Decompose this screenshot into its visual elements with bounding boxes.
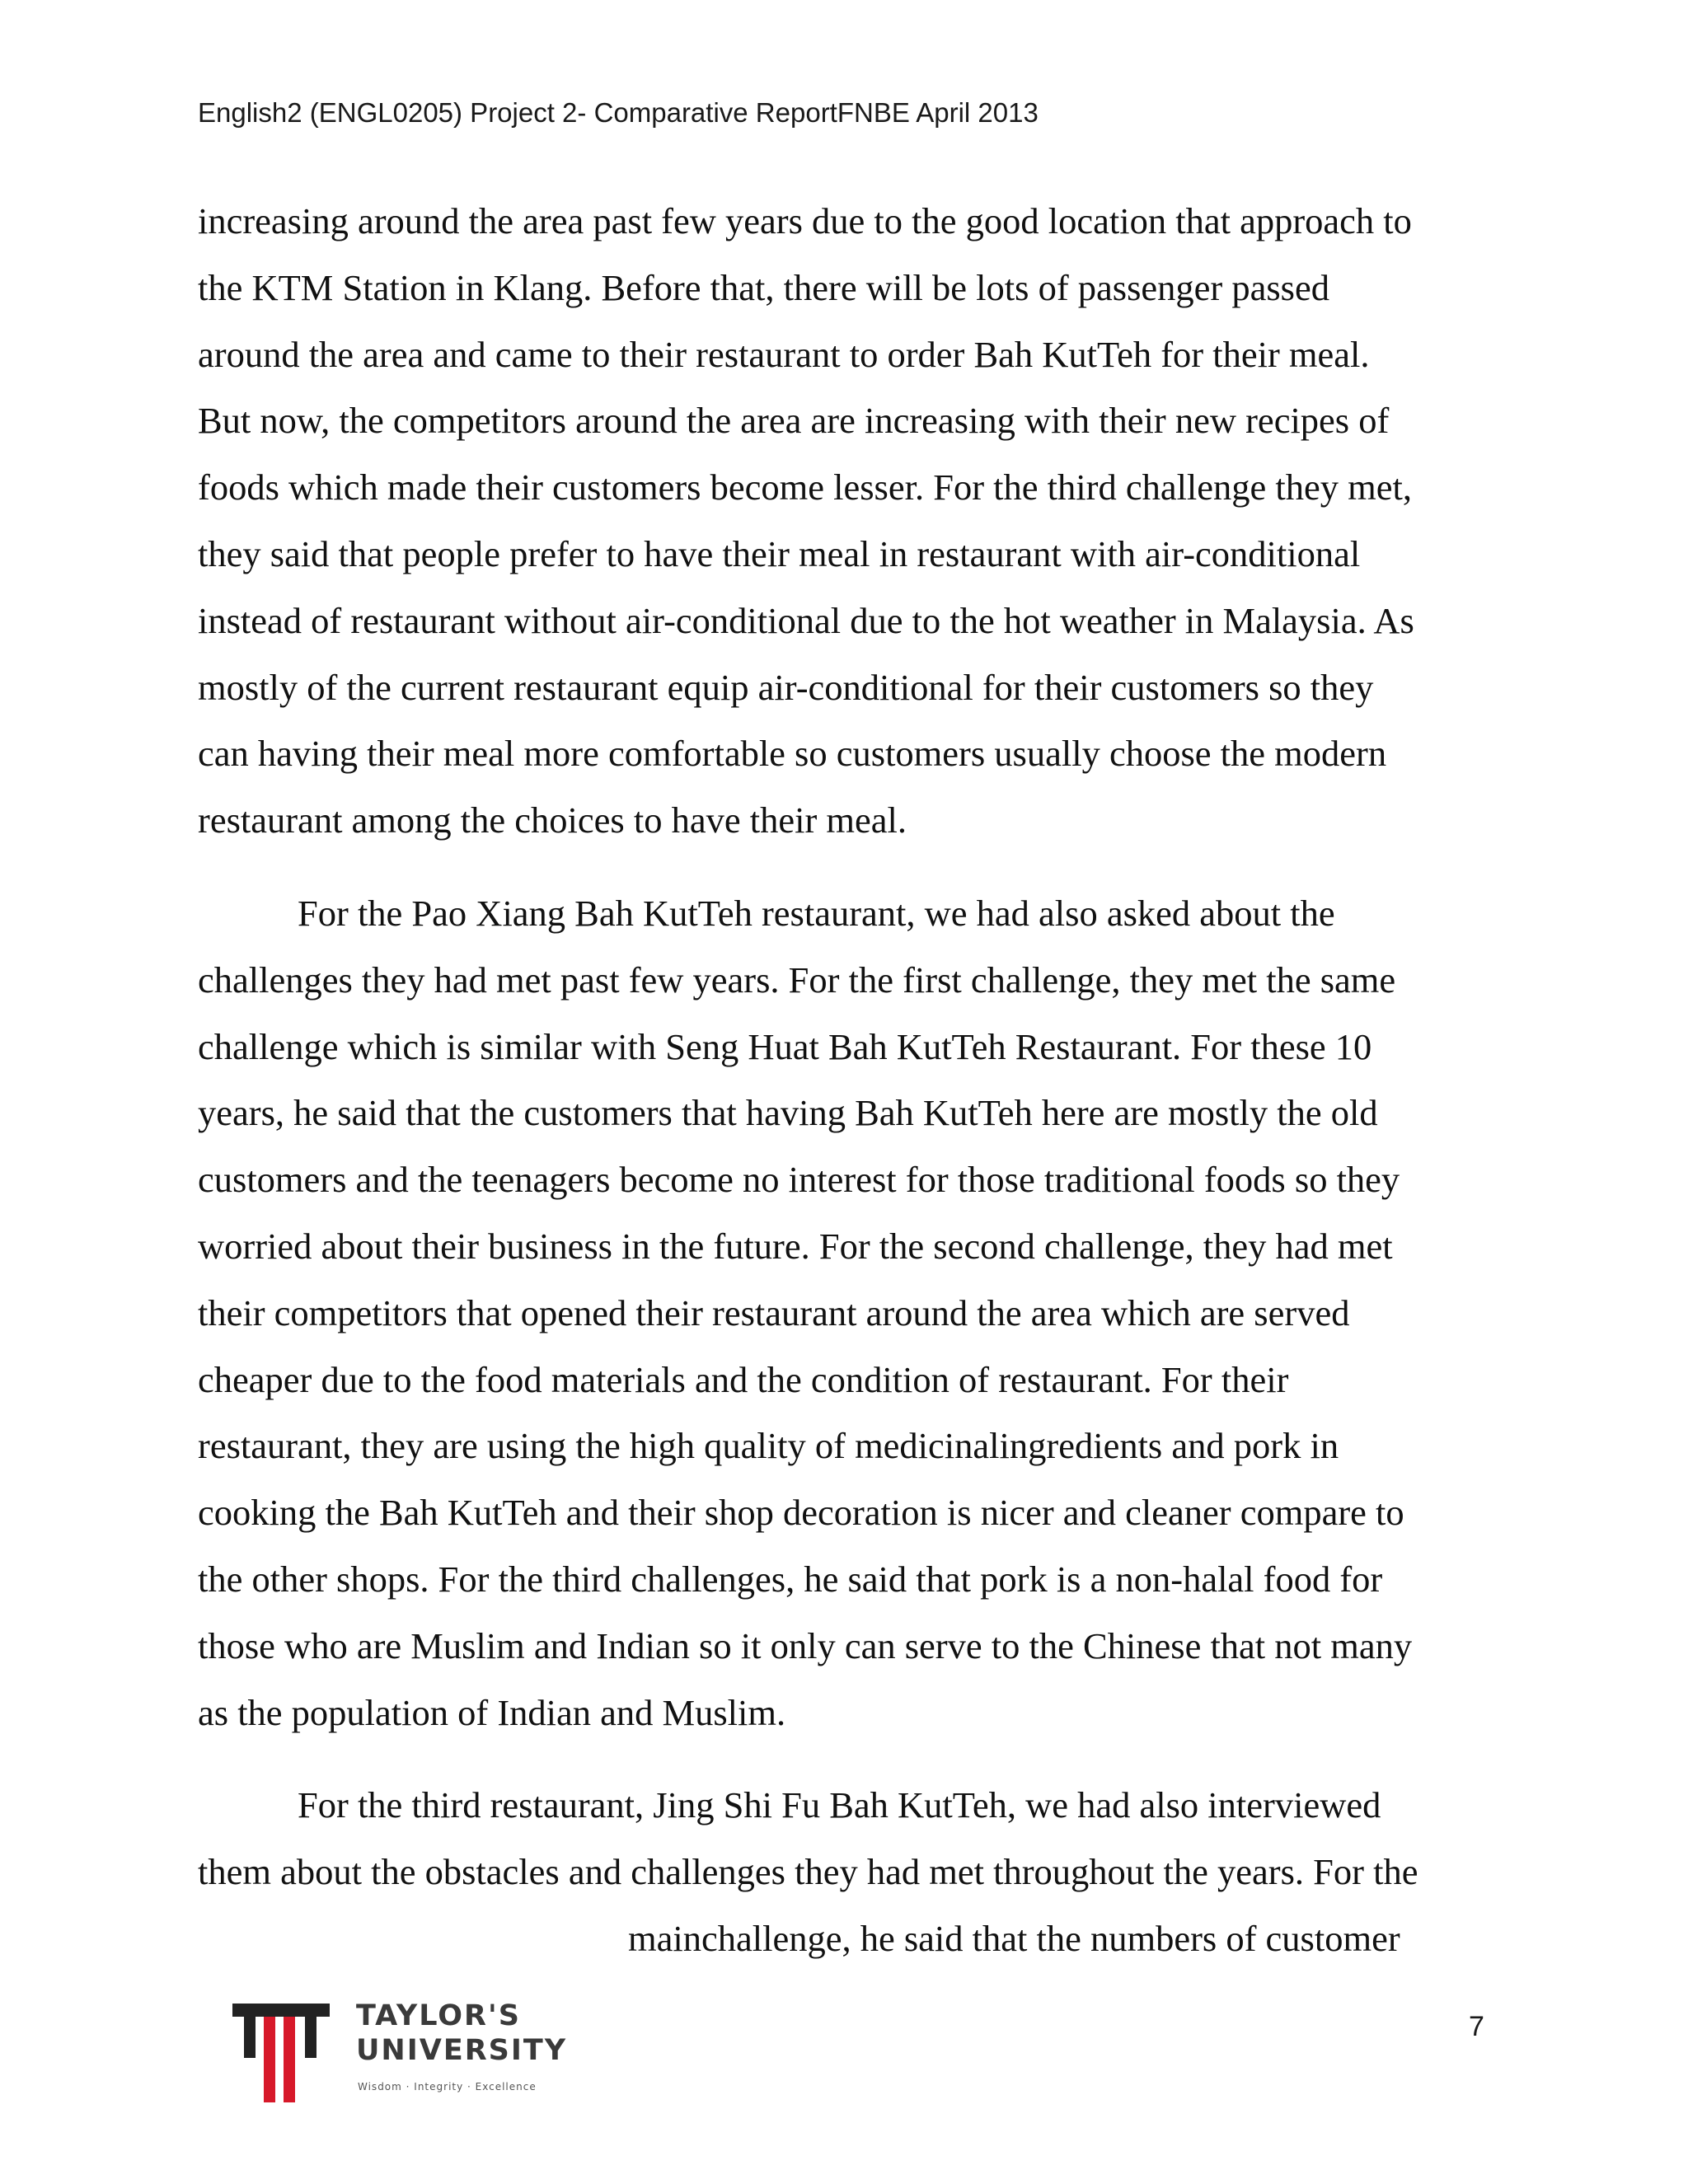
text-line: cooking the Bah KutTeh and their shop decoration is nicer and cleaner compare to xyxy=(198,1492,1404,1534)
text-line: the KTM Station in Klang. Before that, there will be lots of passenger passed xyxy=(198,266,1330,308)
paragraph-3 xyxy=(198,1772,1492,1971)
text-line: For the third restaurant, Jing Shi Fu Bah KutTeh, we had also interviewed xyxy=(298,1784,1381,1825)
text-line: instead of restaurant without air-conditional due to the hot weather in Malaysia. As xyxy=(198,599,1414,641)
text-line: around the area and came to their restaurant to order Bah KutTeh for their meal. xyxy=(198,333,1370,375)
text-line: For the Pao Xiang Bah KutTeh restaurant, we had also asked about the xyxy=(298,893,1335,934)
text-line: the other shops. For the third challenges, he said that pork is a non-halal food for xyxy=(198,1558,1383,1600)
text-line: increasing around the area past few years due to the good location that approach to xyxy=(198,200,1412,241)
text-line: mainchallenge, he said that the numbers of customer xyxy=(628,1917,1400,1959)
text-line: But now, the competitors around the area are increasing with their new recipes of xyxy=(198,400,1390,442)
text-line: can having their meal more comfortable so customers usually choose the modern xyxy=(198,733,1387,775)
text-line: as the population of Indian and Muslim. xyxy=(198,1691,786,1733)
text-line: worried about their business in the future. For the second challenge, they had met xyxy=(198,1225,1393,1267)
university-crest-icon xyxy=(232,2004,335,2111)
paragraph-1 xyxy=(198,188,1492,854)
text-line: years, he said that the customers that having Bah KutTeh here are mostly the old xyxy=(198,1092,1378,1134)
text-line: restaurant among the choices to have their meal. xyxy=(198,799,907,841)
logo-name-line2: UNIVERSITY xyxy=(356,2034,568,2067)
logo-tagline: Wisdom · Integrity · Excellence xyxy=(358,2081,537,2093)
logo-wordmark xyxy=(356,1999,567,2068)
logo-name-line1: TAYLOR'S xyxy=(356,1999,521,2032)
text-line: cheaper due to the food materials and the condition of restaurant. For their xyxy=(198,1358,1289,1400)
page-number: 7 xyxy=(1469,2011,1484,2042)
taylors-university-logo xyxy=(232,1999,579,2114)
text-line: them about the obstacles and challenges they had met throughout the years. For the xyxy=(198,1850,1418,1892)
running-header: English2 (ENGL0205) Project 2- Comparative ReportFNBE April 2013 xyxy=(198,97,1039,128)
text-line: their competitors that opened their restaurant around the area which are served xyxy=(198,1291,1350,1333)
text-line: challenges they had met past few years. For the first challenge, they met the same xyxy=(198,958,1396,1001)
text-line: customers and the teenagers become no interest for those traditional foods so they xyxy=(198,1159,1400,1201)
text-line: challenge which is similar with Seng Huat Bah KutTeh Restaurant. For these 10 xyxy=(198,1025,1372,1067)
text-line: those who are Muslim and Indian so it only can serve to the Chinese that not many xyxy=(198,1624,1413,1666)
text-line: restaurant, they are using the high quality of medicinalingredients and pork in xyxy=(198,1425,1339,1467)
text-line: they said that people prefer to have their meal in restaurant with air-conditional xyxy=(198,532,1361,574)
text-line: foods which made their customers become lesser. For the third challenge they met, xyxy=(198,466,1413,509)
paragraph-2 xyxy=(198,880,1492,1746)
text-line: mostly of the current restaurant equip air-conditional for their customers so they xyxy=(198,666,1374,708)
